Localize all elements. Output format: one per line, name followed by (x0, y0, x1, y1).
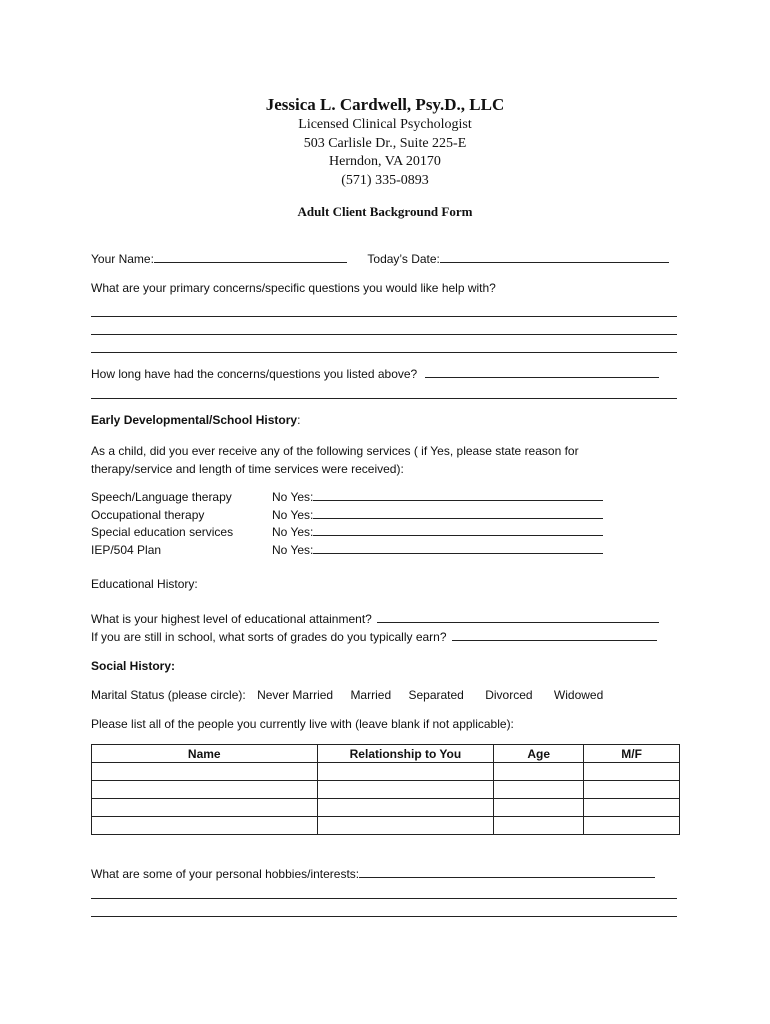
marital-status-row (91, 687, 617, 703)
marital-option-widowed[interactable]: Widowed (553, 688, 604, 702)
todays-date-label: Today’s Date: (367, 252, 440, 266)
address-line-1: 503 Carlisle Dr., Suite 225-E (303, 135, 467, 151)
hobbies-field[interactable] (359, 866, 655, 878)
service-occupational-answer: No Yes: (272, 507, 314, 522)
education-q2-row (91, 629, 657, 645)
services-answers (272, 489, 603, 559)
early-intro-line-1: As a child, did you ever receive any of the following services ( if Yes, please state reason for (91, 444, 579, 458)
education-q1-field[interactable] (377, 611, 659, 623)
education-q2: If you are still in school, what sorts of grades do you typically earn? (91, 630, 447, 644)
service-speech-label: Speech/Language therapy (91, 490, 232, 504)
table-row (92, 817, 680, 835)
table-row (92, 763, 680, 781)
table-cell[interactable] (92, 763, 318, 781)
table-cell[interactable] (494, 763, 584, 781)
early-history-heading: Early Developmental/School History: (91, 413, 301, 427)
phone-number: (571) 335-0893 (341, 172, 429, 188)
hobbies-question: What are some of your personal hobbies/interests: (91, 867, 360, 881)
todays-date-field[interactable] (440, 251, 669, 263)
table-row (92, 781, 680, 799)
household-table (91, 744, 680, 835)
primary-concerns-line-2[interactable] (91, 334, 677, 335)
how-long-question: How long have had the concerns/questions you listed above? (91, 367, 418, 381)
primary-concerns-question: What are your primary concerns/specific questions you would like help with? (91, 281, 496, 295)
table-cell[interactable] (584, 763, 680, 781)
table-cell[interactable] (494, 781, 584, 799)
marital-status-label: Marital Status (please circle): (91, 688, 246, 702)
marital-option-divorced[interactable]: Divorced (485, 688, 533, 702)
education-q2-field[interactable] (452, 629, 657, 641)
service-occupational-label: Occupational therapy (91, 507, 205, 522)
form-title: Adult Client Background Form (297, 204, 473, 219)
service-occupational-field[interactable] (313, 507, 603, 519)
marital-option-never-married[interactable]: Never Married (257, 688, 334, 702)
header-name: Name (92, 745, 318, 763)
service-iep-field[interactable] (313, 542, 603, 554)
table-cell[interactable] (584, 781, 680, 799)
practice-name: Jessica L. Cardwell, Psy.D., LLC (265, 95, 505, 114)
early-intro-line-2: therapy/service and length of time services were received): (91, 462, 404, 476)
address-line-2: Herndon, VA 20170 (329, 154, 441, 169)
your-name-field[interactable] (154, 251, 347, 263)
service-special-ed-label: Special education services (91, 525, 234, 539)
table-header-row (92, 745, 680, 763)
live-with-instructions: Please list all of the people you currently live with (leave blank if not applicable): (91, 717, 514, 731)
service-special-ed-field[interactable] (313, 524, 603, 536)
service-iep-answer: No Yes: (272, 542, 314, 557)
table-cell[interactable] (317, 781, 494, 799)
marital-option-married[interactable]: Married (350, 688, 392, 702)
educational-history-heading: Educational History: (91, 577, 198, 591)
table-row (92, 799, 680, 817)
table-cell[interactable] (317, 817, 494, 835)
table-cell[interactable] (494, 799, 584, 817)
education-q1: What is your highest level of educational attainment? (91, 612, 372, 626)
header-relationship: Relationship to You (317, 745, 494, 763)
how-long-field[interactable] (425, 366, 659, 378)
service-speech-field[interactable] (313, 489, 603, 501)
how-long-line-2[interactable] (91, 398, 677, 399)
primary-concerns-line-1[interactable] (91, 316, 677, 317)
primary-concerns-line-3[interactable] (91, 352, 677, 353)
table-cell[interactable] (317, 763, 494, 781)
table-cell[interactable] (92, 799, 318, 817)
education-q1-row (91, 611, 659, 627)
name-date-row (91, 251, 669, 267)
marital-option-separated[interactable]: Separated (408, 688, 464, 702)
hobbies-row (91, 866, 655, 882)
services-list (91, 489, 233, 559)
table-cell[interactable] (92, 817, 318, 835)
social-history-heading: Social History: (91, 659, 176, 673)
hobbies-line-2[interactable] (91, 898, 677, 899)
table-cell[interactable] (494, 817, 584, 835)
hobbies-line-3[interactable] (91, 916, 677, 917)
service-special-ed-answer: No Yes: (272, 525, 314, 539)
table-cell[interactable] (92, 781, 318, 799)
practice-title: Licensed Clinical Psychologist (298, 117, 472, 132)
how-long-row (91, 366, 659, 382)
service-iep-label: IEP/504 Plan (91, 542, 162, 557)
service-speech-answer: No Yes: (272, 490, 314, 504)
table-cell[interactable] (584, 799, 680, 817)
table-cell[interactable] (317, 799, 494, 817)
header-mf: M/F (584, 745, 680, 763)
table-cell[interactable] (584, 817, 680, 835)
letterhead (0, 94, 770, 190)
your-name-label: Your Name: (91, 252, 154, 266)
header-age: Age (494, 745, 584, 763)
